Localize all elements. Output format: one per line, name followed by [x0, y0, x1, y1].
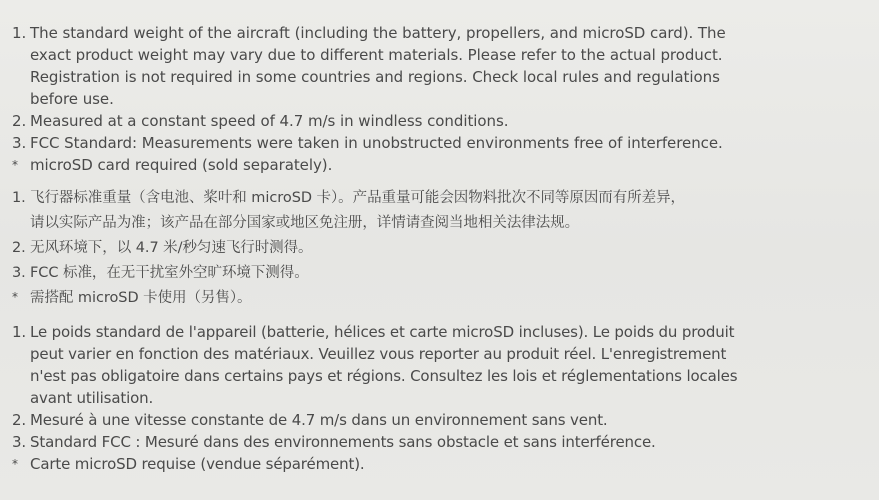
english-note-3: [12, 132, 871, 154]
note-text: Carte microSD requise (vendue séparément).: [30, 455, 365, 473]
note-number: 3.: [12, 265, 26, 281]
chinese-note-star: [12, 286, 871, 311]
asterisk-marker: *: [12, 158, 18, 172]
french-note-star: [12, 453, 871, 475]
note-text: 飞行器标准重量（含电池、桨叶和 microSD 卡）。产品重量可能会因物料批次不同等原因而有所差异，: [30, 190, 685, 206]
english-note-2: [12, 110, 871, 132]
note-number: 1.: [12, 190, 26, 206]
french-note-1: [12, 321, 871, 343]
french-note-3: [12, 431, 871, 453]
french-notes: [12, 321, 871, 475]
note-number: 2.: [12, 240, 26, 256]
note-number: 3.: [12, 134, 27, 152]
chinese-note-3: [12, 261, 871, 286]
note-text: Standard FCC : Mesuré dans des environnements sans obstacle et sans interférence.: [30, 433, 656, 451]
note-text: FCC Standard: Measurements were taken in unobstructed environments free of interference.: [30, 134, 723, 152]
note-text-continuation: 请以实际产品为准；该产品在部分国家或地区免注册，详情请查阅当地相关法律法规。: [30, 215, 580, 231]
french-note-2: [12, 409, 871, 431]
note-text: 需搭配 microSD 卡使用（另售）。: [30, 290, 252, 306]
note-text-continuation: exact product weight may vary due to different materials. Please refer to the actual product.: [30, 46, 723, 64]
note-text: Mesuré à une vitesse constante de 4.7 m/s dans un environnement sans vent.: [30, 411, 608, 429]
note-text: microSD card required (sold separately).: [30, 156, 333, 174]
chinese-notes: [12, 186, 871, 311]
note-text: 无风环境下，以 4.7 米/秒匀速飞行时测得。: [30, 240, 313, 256]
note-text-continuation: before use.: [30, 90, 114, 108]
english-notes: [12, 22, 871, 176]
note-text: FCC 标准，在无干扰室外空旷环境下测得。: [30, 265, 309, 281]
note-text-continuation: n'est pas obligatoire dans certains pays et régions. Consultez les lois et réglementations locales: [30, 367, 738, 385]
note-text: Measured at a constant speed of 4.7 m/s in windless conditions.: [30, 112, 509, 130]
english-note-star: [12, 154, 871, 176]
note-number: 2.: [12, 411, 27, 429]
note-number: 3.: [12, 433, 27, 451]
note-text: Le poids standard de l'appareil (batterie, hélices et carte microSD incluses). Le poids du produit: [30, 323, 735, 341]
chinese-note-2: [12, 236, 871, 261]
note-number: 2.: [12, 112, 27, 130]
note-text-continuation: Registration is not required in some countries and regions. Check local rules and regulations: [30, 68, 720, 86]
note-text-continuation: avant utilisation.: [30, 389, 154, 407]
note-number: 1.: [12, 24, 27, 42]
asterisk-marker: *: [12, 457, 18, 471]
asterisk-marker: *: [12, 290, 18, 304]
english-note-1: [12, 22, 871, 44]
chinese-note-1: [12, 186, 871, 211]
note-number: 1.: [12, 323, 27, 341]
note-text-continuation: peut varier en fonction des matériaux. Veuillez vous reporter au produit réel. L'enregistrement: [30, 345, 727, 363]
note-text: The standard weight of the aircraft (including the battery, propellers, and microSD card). The: [30, 24, 726, 42]
